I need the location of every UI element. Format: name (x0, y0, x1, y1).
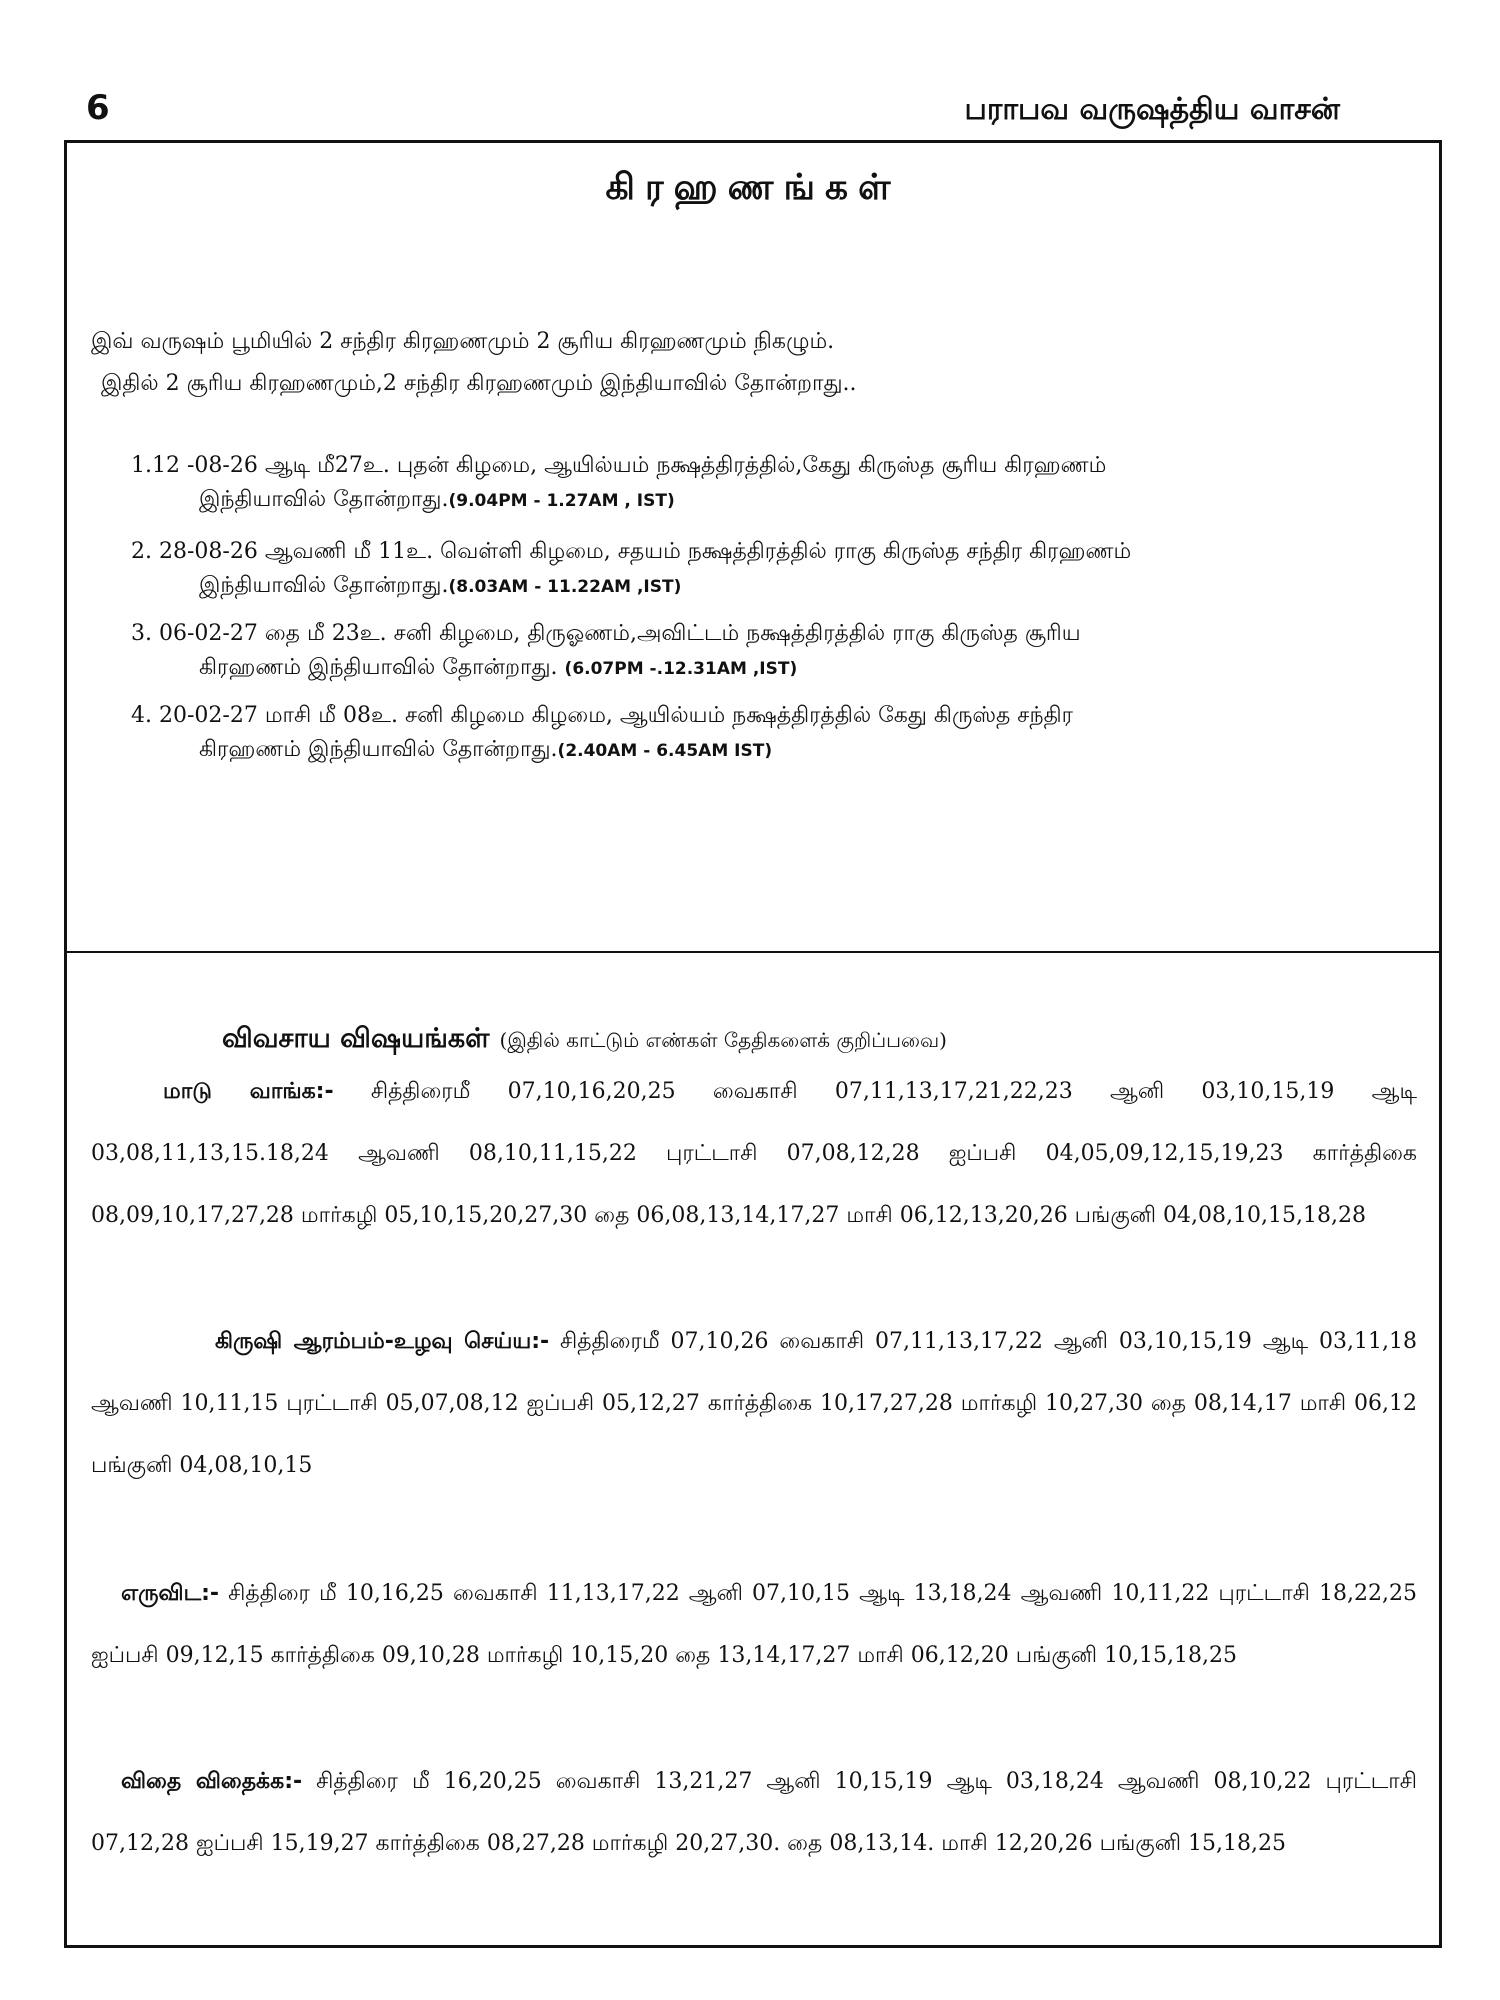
eclipse-item-line-2 (131, 483, 1421, 518)
eclipse-item (131, 699, 1421, 768)
eclipse-item (131, 449, 1421, 518)
agri-paragraph-label: கிருஷி ஆரம்பம்-உழவு செய்ய:- (215, 1329, 550, 1354)
agri-paragraph-dates: சித்திரை மீ 16,20,25 வைகாசி 13,21,27 ஆனி 10,15,19 ஆடி 03,18,24 ஆவணி 08,10,22 புரட்டாசி 07,12,28 ஐப்பசி 15,19,27 கார்த்திகை 08,27,28 மார்கழி 20,27,30. தை 08,13,14. மாசி 12,20,26 பங்குனி 15,18,25 (91, 1769, 1417, 1856)
eclipse-item (131, 535, 1421, 604)
eclipse-item-line-2 (131, 733, 1421, 768)
eclipse-item-line-2 (131, 651, 1421, 686)
eclipse-item-time: (2.40AM - 6.45AM IST) (557, 741, 773, 761)
agri-paragraph-dates: சித்திரை மீ 10,16,25 வைகாசி 11,13,17,22 ஆனி 07,10,15 ஆடி 13,18,24 ஆவணி 10,11,22 புரட்டாசி 18,22,25 ஐப்பசி 09,12,15 கார்த்திகை 09,10,28 மார்கழி 10,15,20 தை 13,14,17,27 மாசி 06,12,20 பங்குனி 10,15,18,25 (91, 1581, 1417, 1668)
eclipse-intro-line-1: இவ் வருஷம் பூமியில் 2 சந்திர கிரஹணமும் 2 சூரிய கிரஹணமும் நிகழும். (91, 329, 835, 354)
page-number: 6 (86, 88, 110, 128)
eclipse-item-visibility: இந்தியாவில் தோன்றாது. (199, 487, 449, 512)
agri-paragraph-cattle (91, 1061, 1417, 1247)
eclipse-item-visibility: கிரஹணம் இந்தியாவில் தோன்றாது. (199, 737, 558, 762)
agriculture-title: விவசாய விஷயங்கள் (222, 1023, 490, 1054)
eclipse-item-visibility: கிரஹணம் இந்தியாவில் தோன்றாது. (199, 655, 558, 680)
running-title: பராபவ வருஷத்திய வாசன் (964, 92, 1340, 127)
eclipse-item-line-1: 2. 28-08-26 ஆவணி மீ 11உ. வெள்ளி கிழமை, சதயம் நக்ஷத்திரத்தில் ராகு கிருஸ்த சந்திர கிரஹணம் (131, 539, 1132, 564)
eclipse-item-line-1: 4. 20-02-27 மாசி மீ 08உ. சனி கிழமை கிழமை, ஆயில்யம் நக்ஷத்திரத்தில் கேது கிருஸ்த சந்திர (131, 703, 1073, 728)
agri-paragraph-label: எருவிட:- (121, 1581, 220, 1606)
page-frame (64, 140, 1442, 1948)
eclipse-item (131, 617, 1421, 686)
eclipse-section-title: கிரஹணங்கள் (605, 167, 901, 208)
eclipse-item-time: (9.04PM - 1.27AM , IST) (448, 491, 675, 511)
eclipse-item-time: (8.03AM - 11.22AM ,IST) (448, 577, 682, 597)
agri-paragraph-dates: சித்திரைமீ 07,10,26 வைகாசி 07,11,13,17,22 ஆனி 03,10,15,19 ஆடி 03,11,18 ஆவணி 10,11,15 புரட்டாசி 05,07,08,12 ஐப்பசி 05,12,27 கார்த்திகை 10,17,27,28 மார்கழி 10,27,30 தை 08,14,17 மாசி 06,12 பங்குனி 04,08,10,15 (91, 1329, 1417, 1478)
agri-paragraph-label: மாடு வாங்க:- (163, 1079, 334, 1104)
eclipse-item-line-1: 3. 06-02-27 தை மீ 23உ. சனி கிழமை, திருஓணம்,அவிட்டம் நக்ஷத்திரத்தில் ராகு கிருஸ்த சூரிய (131, 621, 1081, 646)
agri-paragraph-dates: சித்திரைமீ 07,10,16,20,25 வைகாசி 07,11,13,17,21,22,23 ஆனி 03,10,15,19 ஆடி 03,08,11,13,15.18,24 ஆவணி 08,10,11,15,22 புரட்டாசி 07,08,12,28 ஐப்பசி 04,05,09,12,15,19,23 கார்த்திகை 08,09,10,17,27,28 மார்கழி 05,10,15,20,27,30 தை 06,08,13,14,17,27 மாசி 06,12,13,20,26 பங்குனி 04,08,10,15,18,28 (91, 1079, 1417, 1228)
agri-paragraph-sowing (91, 1751, 1417, 1875)
eclipse-item-time: (6.07PM -.12.31AM ,IST) (564, 659, 798, 679)
agriculture-note: (இதில் காட்டும் எண்கள் தேதிகளைக் குறிப்பவை) (499, 1028, 947, 1052)
eclipse-item-line-1: 1.12 -08-26 ஆடி மீ27உ. புதன் கிழமை, ஆயில்யம் நக்ஷத்திரத்தில்,கேது கிருஸ்த சூரிய கிரஹணம் (131, 453, 1107, 478)
eclipse-item-visibility: இந்தியாவில் தோன்றாது. (199, 573, 449, 598)
section-divider (67, 951, 1439, 953)
agri-paragraph-manure (91, 1563, 1417, 1687)
eclipse-intro-line-2: இதில் 2 சூரிய கிரஹணமும்,2 சந்திர கிரஹணமும் இந்தியாவில் தோன்றாது.. (101, 371, 857, 396)
agri-paragraph-label: விதை விதைக்க:- (121, 1769, 303, 1794)
eclipse-item-line-2 (131, 569, 1421, 604)
agriculture-heading (222, 1023, 947, 1058)
agri-paragraph-ploughing (91, 1311, 1417, 1497)
